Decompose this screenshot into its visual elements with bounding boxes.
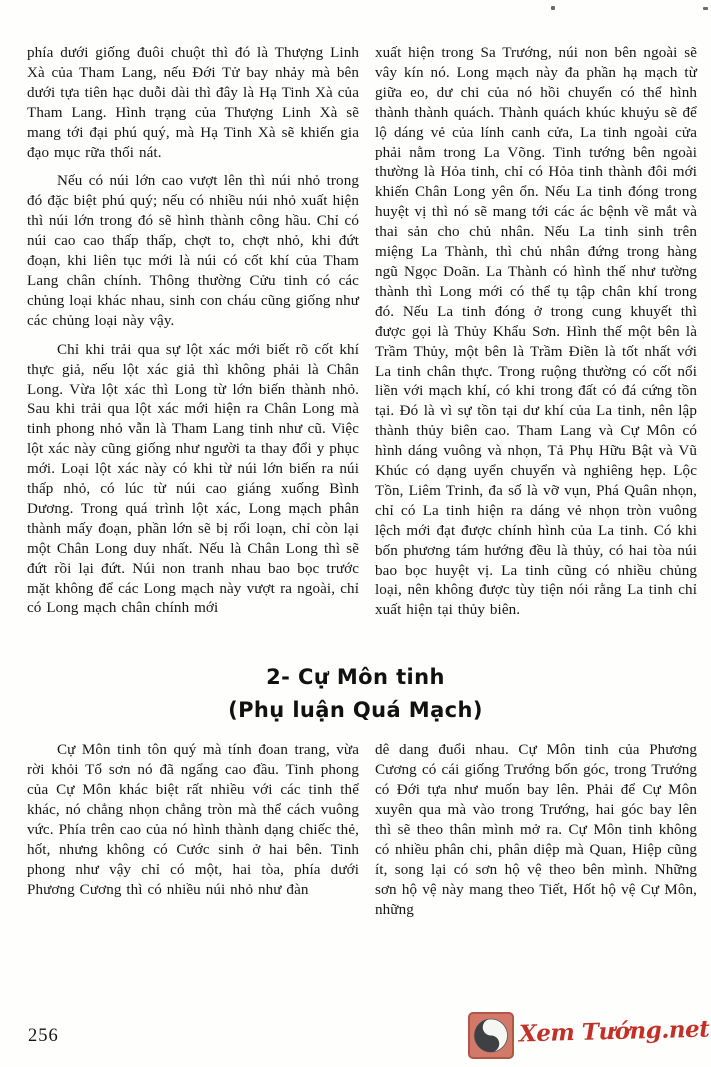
watermark-link[interactable] — [468, 1012, 709, 1059]
bottom-left-column — [27, 741, 359, 920]
watermark-text: Xem Tướng.net — [518, 1015, 710, 1048]
paragraph: phía dưới giống đuôi chuột thì đó là Thượng Linh Xà của Tham Lang, nếu Đới Tử bay nhảy mà bên dưới tựa tiên hạc duỗi dài thì đây là Hạ Tinh Xà của Tham Lang. Hình trạng của Thượng Linh Xà sẽ mang tới đại phú quý, mà Hạ Tinh Xà sẽ khiến gia đạo mục rữa thối nát. — [27, 45, 359, 161]
paragraph: Nếu có núi lớn cao vượt lên thì núi nhỏ trong đó đặc biệt phú quý; nếu có nhiều núi nhỏ xuất hiện thì núi lớn trong đó sẽ hình thành công hầu. Chỉ có núi cao cao thấp thấp, chợt to, chợt nhỏ, khi đứt đoạn, khi liên tục mới là núi có cốt khí của Tham Lang chân chính. Thông thường Cửu tinh có các chủng loại khác nhau, sinh con cháu cũng giống như các chủng loại này vậy. — [27, 173, 359, 329]
section-heading — [0, 661, 711, 727]
page-number: 256 — [28, 1026, 59, 1046]
paragraph: xuất hiện trong Sa Trướng, núi non bên ngoài sẽ vây kín nó. Long mạch này đa phần hạ mạch từ giữa eo, dư chi của nó hồi chuyển có thể hình thành thành quách. Thành quách khúc khuỷu sẽ để lộ dáng vẻ của lính canh cửa, La tinh ngoài cửa phải nằm trong La Võng. Tinh tướng bên ngoài thường là Hỏa tinh, chỉ có Hỏa tinh thành đôi mới khiến Chân Long yên ổn. Nếu La tinh đóng trong huyệt vị thì nó sẽ mang tới các ác bệnh về mắt và thai sản cho chủ nhân. Nếu La tinh sinh trên miệng La Thành, thì chủ nhân đứng trong hàng ngũ Ngọc Doãn. La Thành có hình thế như tường thành thì Long mới có thể tụ tập chân khí trong đó. Nếu La tinh đóng ở trong cung khuyết thì được gọi là Thủy Khẩu Sơn. Hình thế một bên là Trầm Thủy, một bên là Trầm Điền là tốt nhất với La tinh chân thực. Trong ruộng thường có cốt nổi liền với mạch khí, có khi trong đất có đá cứng tồn tại. Đó là vì sự tồn tại dư khí của La tinh, nên lập thành thủy biên cao. Tham Lang và Cự Môn có hình dáng vuông và nhọn, Tả Phụ Hữu Bật và Vũ Khúc có dạng uyển chuyển và nghiêng hẹp. Lộc Tồn, Liêm Trinh, đa số là vỡ vụn, Phá Quân nhọn, chỉ có La tinh hiện ra dáng vẻ nhọn tròn vuông lệch mới đạt được chính hình của La tinh. Có khi bốn phương tám hướng đều là thủy, có hai tòa núi bao bọc huyệt vị. La tinh cũng có nhiều chủng loại, nên không được tùy tiện nói rằng La tinh chỉ xuất hiện tại thủy biên. — [375, 45, 697, 619]
section-heading-line2: (Phụ luận Quá Mạch) — [228, 698, 483, 723]
bottom-right-column — [375, 741, 697, 920]
yin-yang-icon — [468, 1012, 514, 1059]
top-right-column — [375, 44, 697, 621]
section-heading-line1: 2- Cự Môn tinh — [266, 665, 445, 690]
top-left-column — [27, 44, 359, 621]
bottom-text-section — [0, 741, 711, 920]
paragraph: Cự Môn tinh tôn quý mà tính đoan trang, vừa rời khỏi Tổ sơn nó đã ngẩng cao đầu. Tinh phong của Cự Môn khác biệt rất nhiều với các tinh thể khác, nó chẳng nhọn chẳng tròn mà thể cách vuông vức. Phía trên cao của nó hình thành dạng chiếc thẻ, hốt, nhưng không có Cước sinh ở hai bên. Tinh phong như vậy chỉ có một, hai tòa, phía dưới Phương Cương thì có nhiều núi nhỏ như đàn — [27, 742, 359, 898]
scan-speck — [703, 7, 708, 10]
paragraph: Chỉ khi trải qua sự lột xác mới biết rõ cốt khí thực giả, nếu lột xác giả thì không phải là Chân Long. Vừa lột xác thì Long từ lớn biến thành nhỏ. Sau khi trải qua lột xác mới hiện ra Chân Long mà tinh phong nhỏ vẫn là Tham Lang tinh như cũ. Việc lột xác này cũng giống như người ta thay đổi y phục mới. Loại lột xác này có khi từ núi lớn biến ra núi thấp nhỏ, có lúc từ núi cao giáng xuống Bình Dương. Trong quá trình lột xác, Long mạch phân thành mấy đoạn, phần lớn sẽ bị rối loạn, chỉ còn lại một Chân Long duy nhất. Nếu là Chân Long thì sẽ đứt rồi lại đứt. Núi non tranh nhau bao bọc trước mặt không để các Long mạch này vượt ra ngoài, chỉ có Long mạch chân chính mới — [27, 341, 359, 617]
scan-speck — [551, 6, 555, 10]
paragraph: dê dang đuổi nhau. Cự Môn tinh của Phương Cương có cái giống Trướng bốn góc, trong Trướng có Đới tựa như muốn bay lên. Phải để Cự Môn xuyên qua mà vào trong Trướng, hai góc bay lên thì sẽ theo thân mình mở ra. Cự Môn tinh không có nhiều phân chi, phân diệp mà Quan, Hiệp cũng ít, song lại có sơn hộ vệ theo bên mình. Những sơn hộ vệ này mang theo Tiết, Hốt hộ vệ Cự Môn, những — [375, 742, 697, 918]
